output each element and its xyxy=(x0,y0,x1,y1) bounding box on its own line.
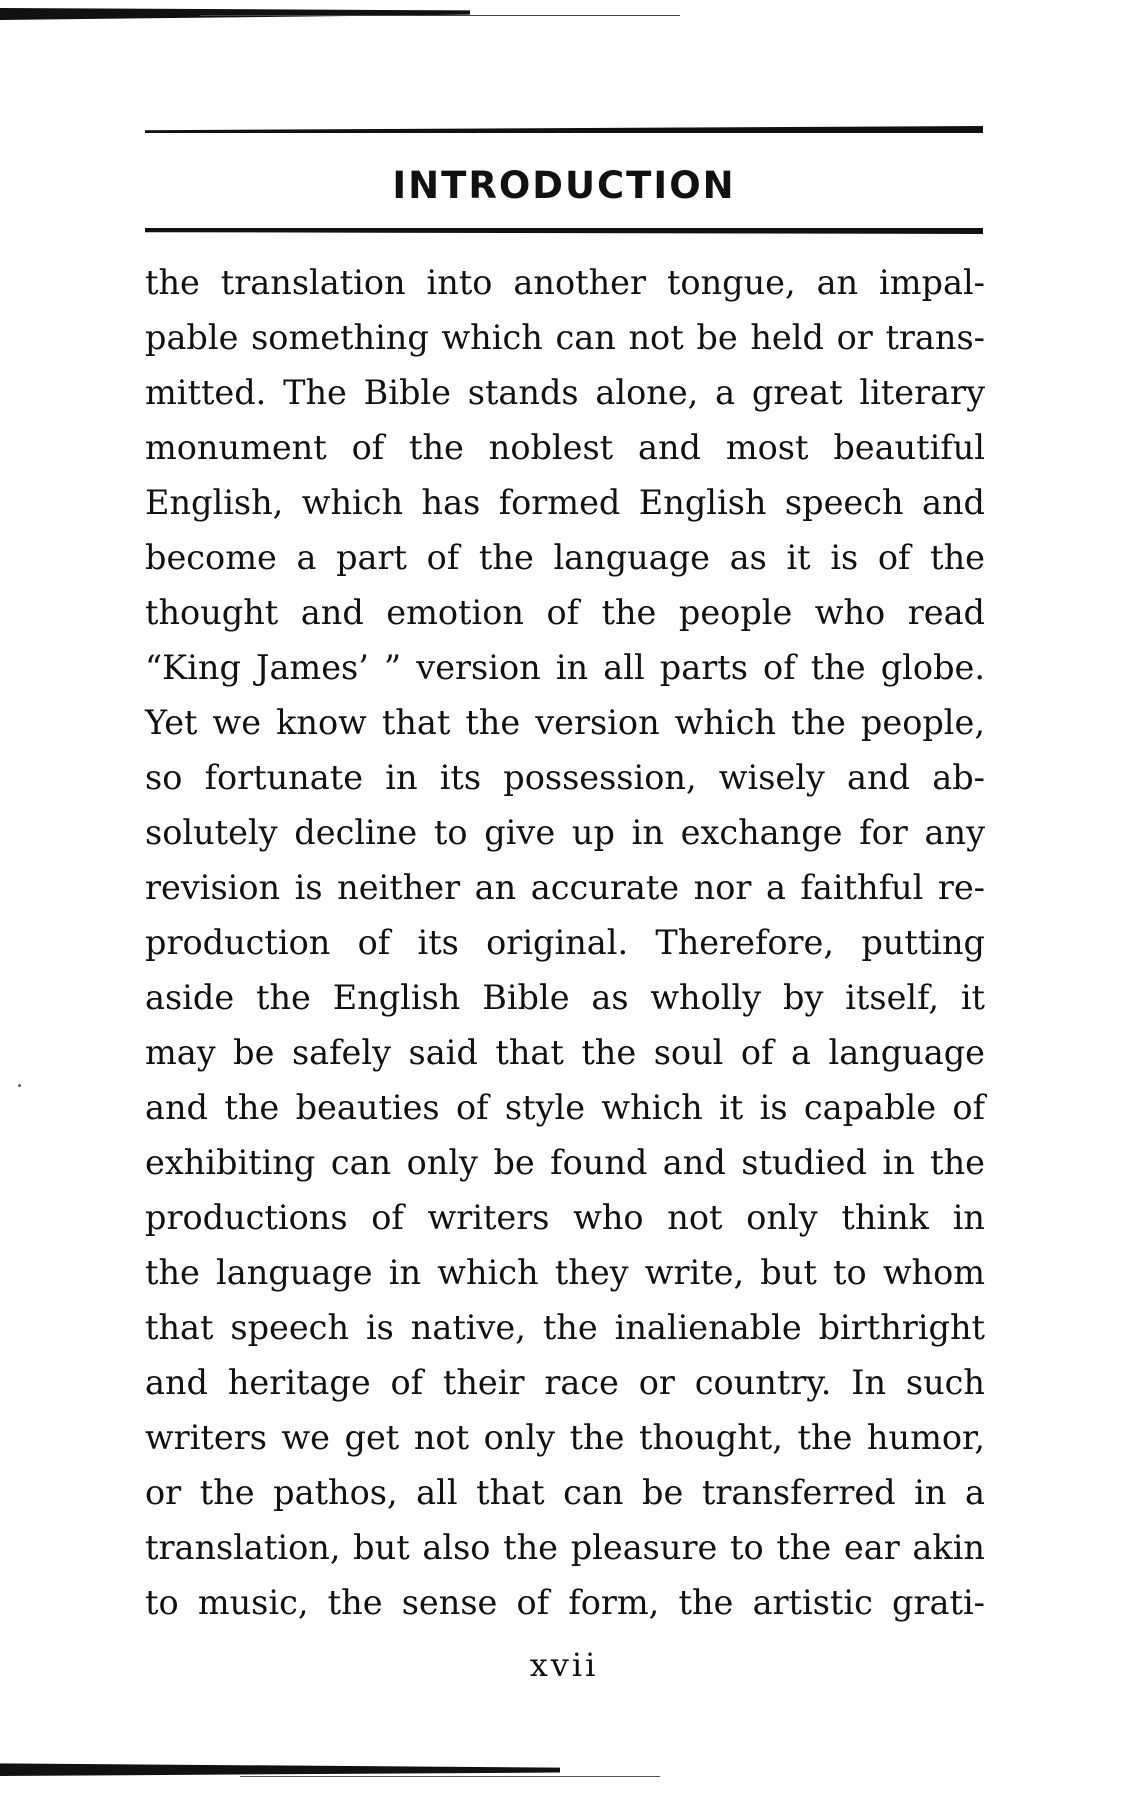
text-line: writers we get not only the thought, the humor, xyxy=(145,1418,985,1457)
text-line: production of its original. Therefore, putting xyxy=(145,923,985,962)
text-line: may be safely said that the soul of a language xyxy=(145,1033,985,1072)
body-text xyxy=(145,255,985,1630)
text-line: thought and emotion of the people who read xyxy=(145,593,985,632)
scan-edge-top-shadow xyxy=(0,8,470,20)
scan-edge-top-line xyxy=(200,15,680,16)
scan-edge-bottom-line xyxy=(240,1776,660,1777)
text-line: “King James’ ” version in all parts of the globe. xyxy=(145,648,985,687)
text-line: mitted. The Bible stands alone, a great literary xyxy=(145,373,985,412)
text-line: monument of the noblest and most beautiful xyxy=(145,428,985,467)
text-line: become a part of the language as it is of the xyxy=(145,538,985,577)
text-line: that speech is native, the inalienable birthright xyxy=(145,1308,985,1347)
text-line: productions of writers who not only think in xyxy=(145,1198,985,1237)
text-line: to music, the sense of form, the artistic grati- xyxy=(145,1583,985,1622)
scan-edge-bottom xyxy=(0,1762,660,1786)
page-heading: INTRODUCTION xyxy=(392,164,736,207)
header-rule-bottom xyxy=(145,228,983,234)
text-line: or the pathos, all that can be transferred in a xyxy=(145,1473,985,1512)
text-line: the language in which they write, but to whom xyxy=(145,1253,985,1292)
text-line: English, which has formed English speech and xyxy=(145,483,985,522)
text-line: so fortunate in its possession, wisely and ab- xyxy=(145,758,985,797)
text-line: the translation into another tongue, an impal- xyxy=(145,263,985,302)
text-line: translation, but also the pleasure to the ear akin xyxy=(145,1528,985,1567)
scan-edge-bottom-shadow xyxy=(0,1762,560,1776)
text-line: and heritage of their race or country. In such xyxy=(145,1363,985,1402)
text-line: revision is neither an accurate nor a faithful re- xyxy=(145,868,985,907)
text-line: and the beauties of style which it is capable of xyxy=(145,1088,985,1127)
text-line: pable something which can not be held or trans- xyxy=(145,318,985,357)
text-line: exhibiting can only be found and studied in the xyxy=(145,1143,985,1182)
page-number: xvii xyxy=(529,1646,599,1684)
text-line: Yet we know that the version which the people, xyxy=(145,703,985,742)
scan-edge-top xyxy=(0,8,640,36)
header-rule-top xyxy=(145,126,983,133)
text-line: aside the English Bible as wholly by itself, it xyxy=(145,978,985,1017)
text-line: solutely decline to give up in exchange for any xyxy=(145,813,985,852)
scan-speck xyxy=(18,1084,21,1087)
